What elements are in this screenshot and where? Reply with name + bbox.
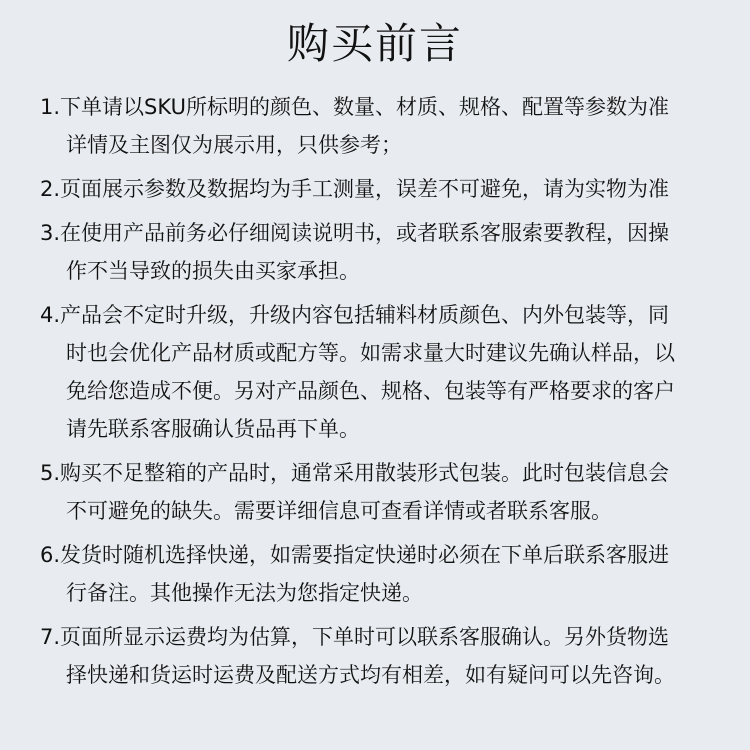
notice-item-4-line-4: 请先联系客服确认货品再下单。 — [66, 417, 360, 441]
notice-item-1 — [40, 88, 710, 164]
notice-item-4-line-2: 时也会优化产品材质或配方等。如需求量大时建议先确认样品，以 — [66, 341, 675, 365]
page-title: 购买前言 — [286, 19, 463, 68]
notice-item-5-line-2: 不可避免的缺失。需要详细信息可查看详情或者联系客服。 — [66, 499, 612, 523]
notice-item-2-line-1: 2.页面展示参数及数据均为手工测量，误差不可避免，请为实物为准 — [40, 177, 670, 201]
notice-item-2 — [40, 170, 710, 208]
notice-item-7-line-1: 7.页面所显示运费均为估算，下单时可以联系客服确认。另外货物选 — [40, 625, 670, 649]
notice-item-7 — [40, 618, 710, 694]
notice-item-3-line-1: 3.在使用产品前务必仔细阅读说明书，或者联系客服索要教程，因操 — [40, 221, 670, 245]
notice-item-1-line-1: 1.下单请以SKU所标明的颜色、数量、材质、规格、配置等参数为准 — [40, 95, 669, 119]
notice-item-5-line-1: 5.购买不足整箱的产品时，通常采用散装形式包装。此时包装信息会 — [40, 461, 670, 485]
notice-item-4-line-3: 免给您造成不便。另对产品颜色、规格、包装等有严格要求的客户 — [66, 379, 675, 403]
notice-list — [40, 88, 710, 694]
notice-item-6-line-1: 6.发货时随机选择快递，如需要指定快递时必须在下单后联系客服进 — [40, 543, 670, 567]
notice-item-7-line-2: 择快递和货运时运费及配送方式均有相差，如有疑问可以先咨询。 — [66, 663, 675, 687]
notice-item-5 — [40, 454, 710, 530]
notice-item-3 — [40, 214, 710, 290]
notice-item-6 — [40, 536, 710, 612]
notice-item-3-line-2: 作不当导致的损失由买家承担。 — [66, 259, 360, 283]
notice-item-1-line-2: 详情及主图仅为展示用，只供参考； — [66, 133, 402, 157]
notice-item-6-line-2: 行备注。其他操作无法为您指定快递。 — [66, 581, 423, 605]
notice-item-4-line-1: 4.产品会不定时升级，升级内容包括辅料材质颜色、内外包装等，同 — [40, 303, 670, 327]
notice-item-4 — [40, 296, 710, 448]
